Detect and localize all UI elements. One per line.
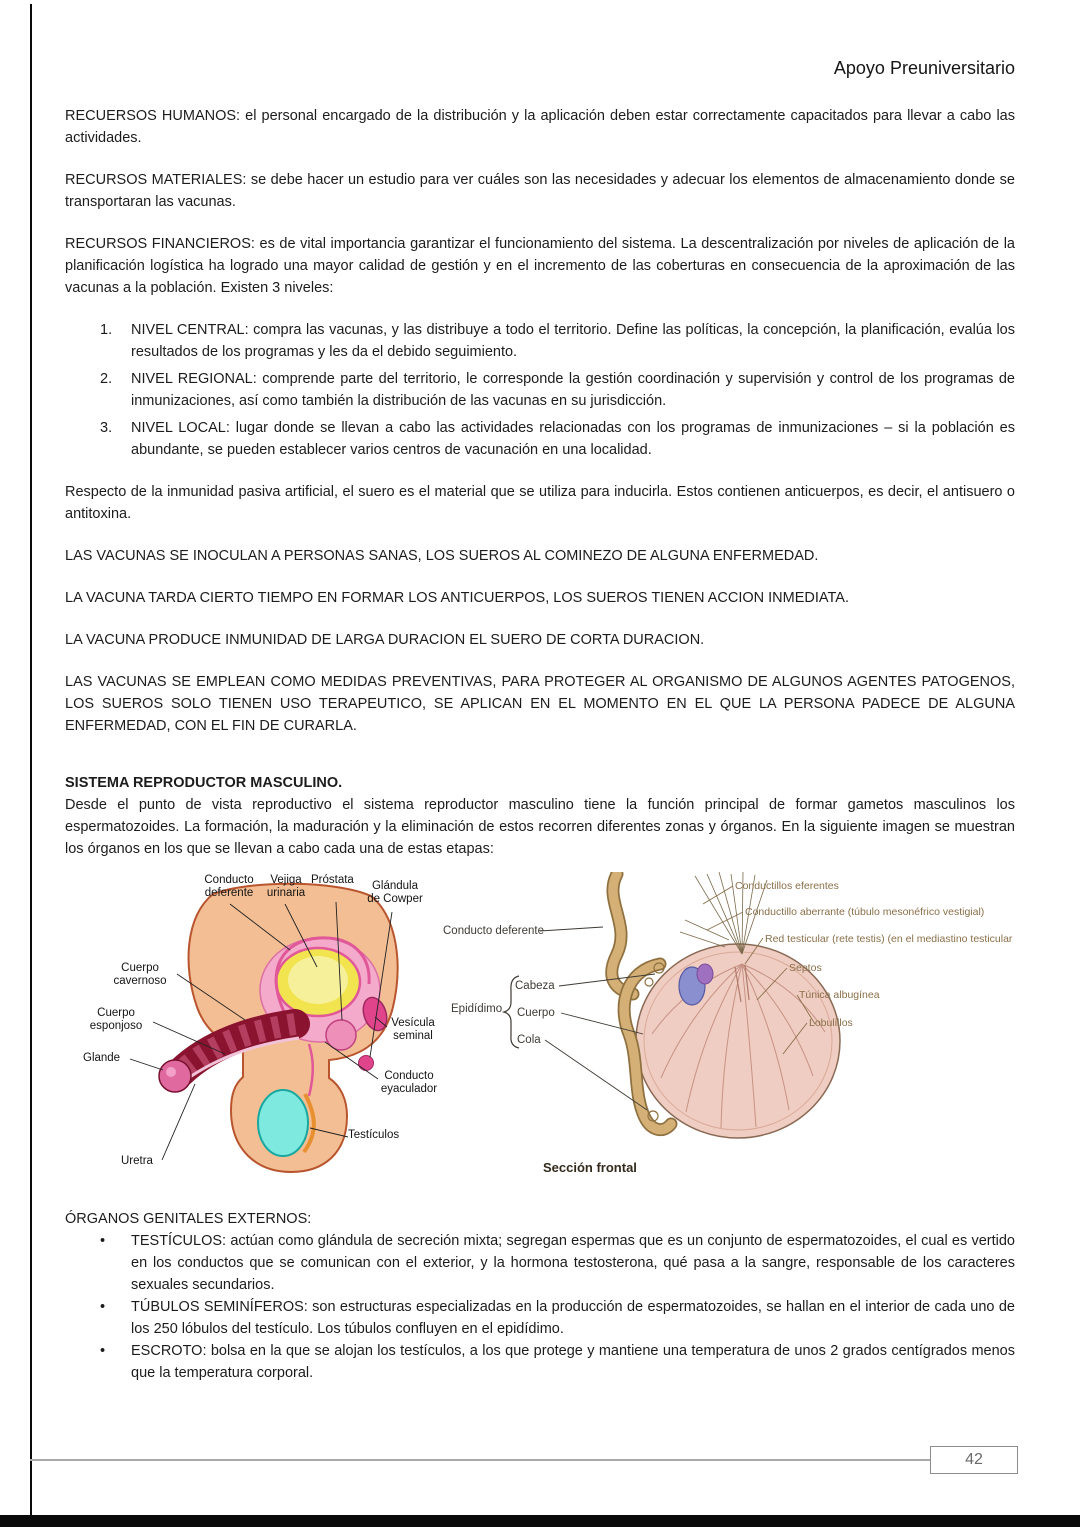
statement-vacunas-inoculan: LAS VACUNAS SE INOCULAN A PERSONAS SANAS, LOS SUEROS AL COMINEZO DE ALGUNA ENFERMEDAD.	[65, 548, 819, 564]
list-item	[65, 368, 1015, 412]
bullet-glyph: •	[100, 1299, 106, 1315]
list-item	[65, 319, 1015, 363]
bullet-glyph: •	[100, 1343, 106, 1359]
bladder-shape	[276, 948, 360, 1016]
label-cuerpo: Cuerpo	[517, 1007, 555, 1019]
scan-edge-bottom	[0, 1515, 1080, 1527]
page-number-box	[930, 1446, 1018, 1474]
label-cuerpo-cavernoso: Cuerpo cavernoso	[113, 962, 167, 987]
label-septos: Septos	[789, 962, 822, 974]
anatomy-figure	[65, 872, 1015, 1190]
bullet-item	[65, 1230, 1015, 1296]
label-vejiga-urinaria: Vejiga urinaria	[266, 874, 306, 899]
statement-vacuna-tarda: LA VACUNA TARDA CIERTO TIEMPO EN FORMAR LOS ANTICUERPOS, LOS SUEROS TIENEN ACCION INMEDIATA.	[65, 590, 849, 606]
bullet-text: ESCROTO: bolsa en la que se alojan los testículos, a los que protege y mantiene una temperatura de unos 2 grados centígrados menos que la temperatura corporal.	[131, 1343, 1015, 1381]
label-cola: Cola	[517, 1034, 541, 1046]
label-glande: Glande	[83, 1052, 121, 1064]
label-cabeza: Cabeza	[515, 980, 555, 992]
label-conducto-deferente-right: Conducto deferente	[443, 925, 545, 937]
list-number: 1.	[100, 322, 113, 338]
statement-vacuna-produce: LA VACUNA PRODUCE INMUNIDAD DE LARGA DURACION EL SUERO DE CORTA DURACION.	[65, 632, 705, 648]
glans-shape	[159, 1060, 191, 1092]
bullet-glyph: •	[100, 1233, 106, 1249]
label-cuerpo-esponjoso: Cuerpo esponjoso	[89, 1007, 143, 1032]
list-number: 3.	[100, 420, 113, 436]
list-item	[65, 417, 1015, 461]
statement-vacunas-preventivas: LAS VACUNAS SE EMPLEAN COMO MEDIDAS PREVENTIVAS, PARA PROTEGER AL ORGANISMO DE ALGUNOS AGENTES PATOGENOS, LOS SUEROS SOLO TIENEN USO TERAPEUTICO, SE APLICAN EN EL MOMENTO EN EL QUE LA PERSONA PADECE DE ALGUNA ENFERMEDAD, CON EL FIN DE CURARLA.	[65, 674, 1015, 734]
page-content	[65, 58, 1015, 1384]
page-header-title: Apoyo Preuniversitario	[833, 58, 1015, 78]
organs-heading: ÓRGANOS GENITALES EXTERNOS:	[65, 1211, 312, 1227]
paragraph-recursos-materiales: RECURSOS MATERIALES: se debe hacer un estudio para ver cuáles son las necesidades y adecuar los elementos de almacenamiento donde se transportaran las vacunas.	[65, 172, 1015, 210]
label-lobulillos: Lobulillos	[809, 1017, 853, 1029]
label-epididimo: Epidídimo	[451, 1003, 503, 1015]
section-intro: Desde el punto de vista reproductivo el sistema reproductor masculino tiene la función principal de formar gametos masculinos los espermatozoides. La formación, la maduración y la eliminación de estos recorren diferentes zonas y órganos. En la siguiente imagen se muestran los órganos en los que se llevan a cabo cada una de estas etapas:	[65, 797, 1015, 857]
label-conducto-eyaculador: Conducto eyaculador	[380, 1070, 438, 1095]
bullet-item	[65, 1296, 1015, 1340]
testis-frontal-section-diagram	[445, 872, 1015, 1182]
paragraph-recursos-financieros: RECURSOS FINANCIEROS: es de vital importancia garantizar el funcionamiento del sistema. La descentralización por niveles de aplicación de la planificación logística ha logrado una mayor calidad de gestión y en el incremento de las coberturas en consecuencia de la aproximación de las vacunas a la población. Existen 3 niveles:	[65, 236, 1015, 296]
label-red-testicular: Red testicular (rete testis) (en el mediastino testicular	[765, 933, 1013, 945]
label-prostata: Próstata	[311, 874, 354, 886]
bullet-item	[65, 1340, 1015, 1384]
scan-edge-left	[30, 4, 32, 1518]
niveles-list	[65, 319, 1015, 461]
list-text: NIVEL CENTRAL: compra las vacunas, y las distribuye a todo el territorio. Define las políticas, la concepción, la planificación, evalúa los resultados de los programas y les da el debido seguimiento.	[131, 322, 1015, 360]
label-tunica-albuginea: Túnica albugínea	[799, 989, 880, 1001]
label-glandula-cowper: Glándula de Cowper	[367, 880, 423, 905]
list-text: NIVEL LOCAL: lugar donde se llevan a cabo las actividades relacionadas con los programas de inmunizaciones – si la población es abundante, se pueden establecer varios centros de vacunación en una localidad.	[131, 420, 1015, 458]
label-conductillos-eferentes: Conductillos eferentes	[735, 880, 839, 892]
bullet-text: TESTÍCULOS: actúan como glándula de secreción mixta; segregan espermas que es un conjunto de espermatozoides, el cual es vertido en los conductos que se comunican con el exterior, y la hormona testosterona, qué pasa a la sangre, responsable de los caracteres sexuales secundarios.	[131, 1233, 1015, 1293]
bullet-text: TÚBULOS SEMINÍFEROS: son estructuras especializadas en la producción de espermatozoides, se hallan en el interior de cada uno de los 250 lóbulos del testículo. Los túbulos confluyen en el epidídimo.	[131, 1299, 1015, 1337]
section-heading-sistema-reproductor: SISTEMA REPRODUCTOR MASCULINO.	[65, 775, 343, 791]
label-conducto-deferente: Conducto deferente	[204, 874, 254, 899]
footer-rule	[30, 1459, 1018, 1461]
label-conductillo-aberrante: Conductillo aberrante (túbulo mesonéfrico vestigial)	[745, 906, 985, 918]
list-text: NIVEL REGIONAL: comprende parte del territorio, le corresponde la gestión coordinación y supervisión y control de los programas de inmunizaciones, así como también la distribución de las vacunas en su jurisdicción.	[131, 371, 1015, 409]
page-number: 42	[965, 1451, 983, 1468]
figure-caption: Sección frontal	[543, 1160, 637, 1175]
label-uretra: Uretra	[121, 1155, 153, 1167]
cowper-gland-shape	[359, 1056, 374, 1071]
paragraph-inmunidad: Respecto de la inmunidad pasiva artificial, el suero es el material que se utiliza para inducirla. Estos contienen anticuerpos, es decir, el antisuero o antitoxina.	[65, 484, 1015, 522]
list-number: 2.	[100, 371, 113, 387]
organs-bullet-list	[65, 1230, 1015, 1384]
label-vesicula-seminal: Vesícula seminal	[391, 1017, 435, 1042]
label-testiculos: Testículos	[348, 1129, 400, 1141]
paragraph-recursos-humanos: RECUERSOS HUMANOS: el personal encargado de la distribución y la aplicación deben estar correctamente capacitados para llevar a cabo las actividades.	[65, 108, 1015, 146]
